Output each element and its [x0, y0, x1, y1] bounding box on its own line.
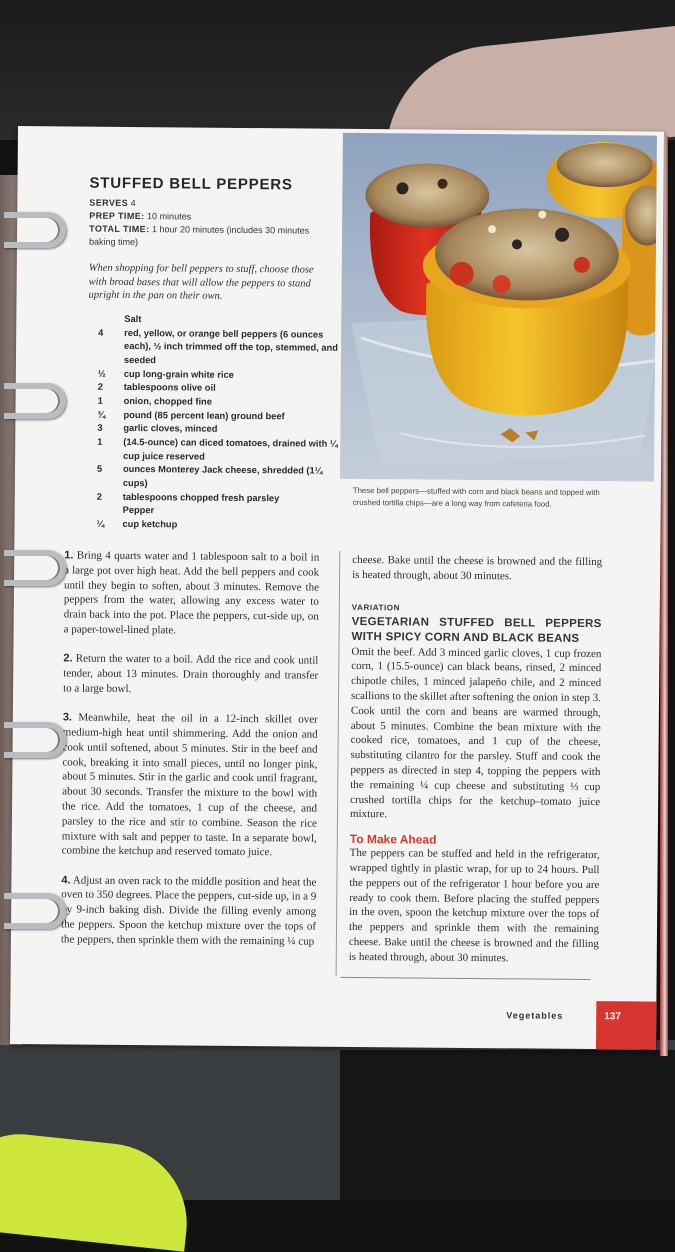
footer-rule [341, 977, 591, 980]
serves-label: SERVES [89, 197, 129, 208]
step-paragraph [64, 548, 320, 639]
step-paragraph [63, 652, 318, 699]
binder-ring-2 [4, 383, 66, 419]
step-text: Adjust an oven rack to the middle position and heat the oven to 350 degrees. Place the peppers, cut-side up, in a 9 by 9-inch baking dish. Divide the filling evenly among the peppers. Spoon the ketchup mixture over the tops of the peppers, then sprinkle them with the remaining ¼ cup [60, 874, 317, 948]
column-divider [336, 551, 341, 976]
total-time-row [89, 223, 329, 251]
total-time-value: 1 hour 20 minutes (includes 30 minutes baking time) [88, 224, 310, 248]
ingredient-text: garlic cloves, minced [123, 423, 218, 435]
step-text: Meanwhile, heat the oil in a 12-inch skillet over medium-high heat until shimmering. Add the onion and cook until softened, about 5 minutes. Stir in the beef and cook, breaking it into small pieces, until no longer pink, about 5 minutes. Stir in the garlic and cook until fragrant, about 30 seconds. Transfer the mixture to the bowl with the rice. Add the tomatoes, 1 cup of the cheese, and parsley to the rice and stir to combine. Season the rice mixture with salt and pepper to taste. In a separate bowl, combine the ketchup and reserved tomato juice. [61, 711, 318, 859]
step-number: 3. [62, 711, 73, 724]
ingredient-text: pound (85 percent lean) ground beef [123, 409, 285, 421]
step-number: 2. [63, 652, 73, 665]
page-number: 137 [604, 1011, 621, 1023]
binder-ring-5 [4, 893, 66, 929]
background-shadow [340, 1050, 675, 1200]
ingredient-item [98, 326, 343, 369]
step-paragraph [62, 711, 318, 861]
prep-time-value: 10 minutes [147, 211, 192, 222]
recipe-intro: When shopping for bell peppers to stuff, choose those with broad bases that will allow the peppers to stand upright in the pan on their own. [88, 262, 314, 302]
ingredient-qty: ½ [97, 368, 106, 379]
ingredient-item [97, 463, 342, 492]
section-name: Vegetables [506, 1010, 564, 1021]
ingredient-qty [98, 313, 124, 327]
stuffed-peppers-illustration [340, 133, 657, 482]
variation-label: VARIATION [351, 602, 401, 612]
ingredient-item [96, 518, 341, 534]
page-number-tab [596, 1001, 656, 1050]
make-ahead-text: The peppers can be stuffed and held in the refrigerator, wrapped tightly in plastic wrap, for up to 24 hours. Pull the peppers out of the refrigerator 1 hour before you are ready to cook them. Before placing the stuffed peppers in the oven, spoon the ketchup mixture over the tops of the peppers and sprinkle them with the remaining cheese. Bake until the cheese is browned and the filling is heated through, about 30 minutes. [348, 847, 600, 965]
ingredient-qty: ¼ [96, 518, 105, 529]
steps-left-column [61, 548, 320, 963]
prep-time-label: PREP TIME: [89, 210, 145, 222]
variation-text: Omit the beef. Add 3 minced garlic cloves, 1 cup frozen corn, 1 (15.5-ounce) can black beans, rinsed, 2 minced chipotle chiles, 1 minced jalapeño chile, and 2 minced scallions to the skillet after softening the onion in step 3. Cook until the corn and beans are warmed through, about 5 minutes. Combine the bean mixture with the cooked rice, tomatoes, and 1 cup of the cheese, substituting cilantro for the parsley. Stuff and cook the peppers as directed in step 4, topping the peppers with the remaining ¼ cup cheese and substituting ⅓ cup crushed tortilla chips for the ketchup–tomato juice mixture. [349, 645, 602, 821]
photo-caption: These bell peppers—stuffed with corn and black beans and topped with crushed tortilla chips—are a long way from cafeteria food. [352, 485, 600, 509]
step-number: 4. [61, 874, 71, 887]
ingredient-qty: 4 [98, 327, 104, 338]
cookbook-page [10, 126, 664, 1050]
total-time-label: TOTAL TIME: [89, 223, 150, 235]
ingredient-text: Pepper [122, 505, 155, 516]
ingredient-qty: 1 [97, 395, 103, 406]
ingredient-text: cup long-grain white rice [123, 368, 234, 380]
ingredient-text: red, yellow, or orange bell peppers (6 ounces each), ½ inch trimmed off the top, stemmed, and seeded [123, 327, 338, 366]
step-paragraph [61, 873, 317, 949]
ingredient-qty: 5 [96, 463, 103, 474]
step-text: Bring 4 quarts water and 1 tablespoon salt to a boil in a large pot over high heat. Add the bell peppers and cook until they begin to soften, about 3 minutes. Remove the peppers from the water, allowing any excess water to drain back into the pot. Place the peppers, cut-side up, on a paper-towel-lined plate. [63, 549, 320, 637]
recipe-photo [340, 133, 657, 482]
ingredient-qty: 3 [97, 422, 103, 433]
step-text: Return the water to a boil. Add the rice and cook until tender, about 13 minutes. Drain thoroughly and transfer to a large bowl. [63, 652, 319, 695]
ingredient-qty: 2 [97, 381, 103, 393]
ingredient-text: Salt [124, 313, 142, 325]
make-ahead-title: To Make Ahead [349, 832, 437, 847]
binder-ring-3 [4, 550, 66, 586]
recipe-meta [89, 197, 329, 251]
binder-ring-1 [4, 212, 66, 248]
ingredient-qty: 1 [97, 436, 103, 447]
ingredient-text: tablespoons olive oil [123, 382, 216, 394]
serves-value: 4 [130, 197, 136, 209]
variation-title: VEGETARIAN STUFFED BELL PEPPERS WITH SPICY CORN AND BLACK BEANS [351, 615, 602, 645]
steps-right-column [349, 553, 603, 967]
ingredient-text: onion, chopped fine [123, 395, 212, 407]
ingredient-text: cup ketchup [122, 518, 178, 530]
ingredient-qty: 2 [96, 491, 102, 502]
ingredient-text: tablespoons chopped fresh parsley [122, 491, 280, 503]
binder-ring-4 [4, 722, 66, 758]
ingredient-item [97, 436, 342, 465]
recipe-title: STUFFED BELL PEPPERS [89, 174, 293, 194]
step-4-continued: cheese. Bake until the cheese is browned and the filling is heated through, about 30 minutes. [352, 553, 603, 583]
ingredient-qty: ¾ [97, 409, 106, 420]
step-number: 1. [64, 549, 74, 562]
ingredient-qty [97, 504, 123, 518]
ingredient-text: ounces Monterey Jack cheese, shredded (1¼ cups) [122, 464, 323, 489]
ingredient-list [96, 313, 343, 534]
ingredient-text: (14.5-ounce) can diced tomatoes, drained with ¼ cup juice reserved [123, 436, 338, 462]
